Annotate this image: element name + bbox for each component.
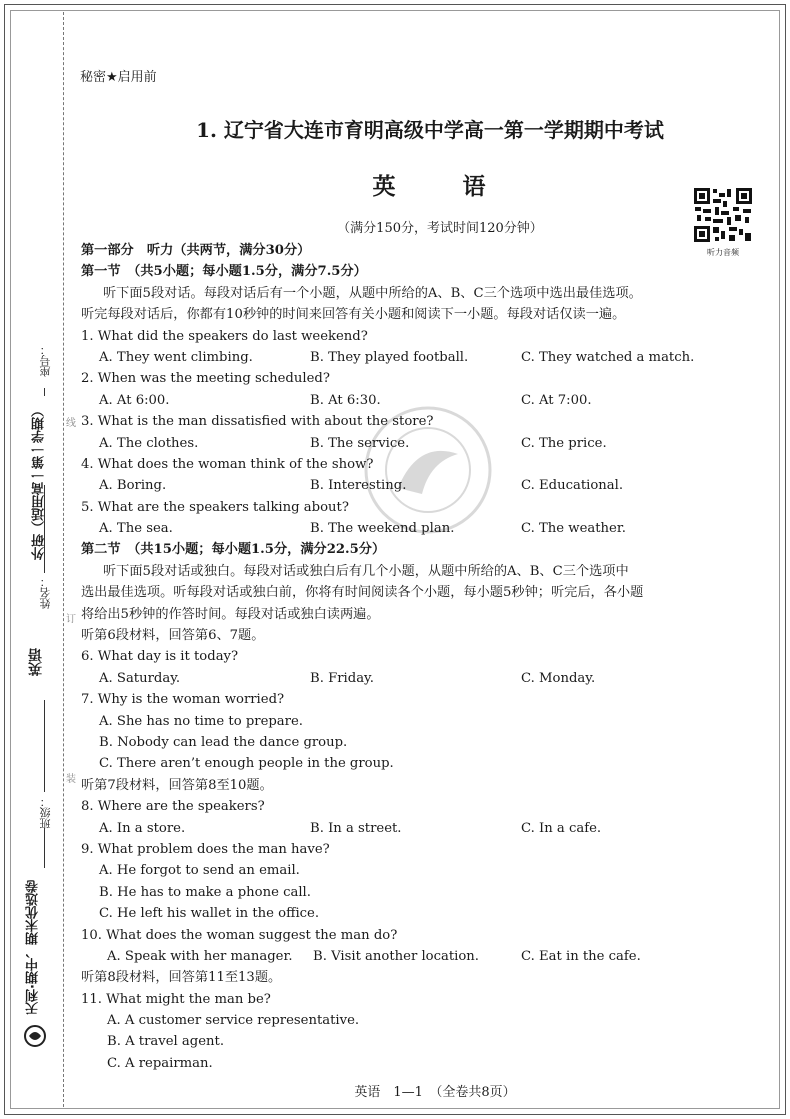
option-a: A. Saturday. (99, 670, 181, 686)
question-9 (81, 839, 781, 925)
question-3 (81, 411, 781, 454)
question-stem: 5. What are the speakers talking about? (81, 499, 349, 515)
option-b: B. Visit another location. (313, 948, 479, 964)
material-6-heading: 听第6段材料，回答第6、7题。 (81, 628, 265, 644)
seal-char-bind: 装 (66, 774, 76, 785)
question-stem: 2. When was the meeting scheduled? (81, 371, 330, 387)
question-10 (81, 925, 781, 968)
option-c: C. He left his wallet in the office. (99, 906, 320, 922)
question-2 (81, 368, 781, 411)
option-c: C. They watched a match. (521, 349, 695, 365)
question-5 (81, 497, 781, 540)
seal-char-line: 线 (66, 418, 76, 429)
option-b: B. They played football. (310, 349, 469, 365)
qr-label: 听力音频 (707, 248, 739, 257)
question-stem: 10. What does the woman suggest the man do? (81, 927, 398, 943)
question-stem: 4. What does the woman think of the show? (81, 456, 374, 472)
class-underline-2 (44, 828, 45, 868)
section2-heading: 第二节 （共15小题；每小题1.5分，满分22.5分） (81, 542, 386, 558)
option-c: C. Eat in the cafe. (521, 948, 641, 964)
option-c: C. Monday. (521, 670, 596, 686)
question-stem: 7. Why is the woman worried? (81, 692, 285, 708)
option-a: A. Speak with her manager. (107, 948, 293, 964)
section2-instruction-3: 将给出5秒钟的作答时间。每段对话或独白读两遍。 (81, 606, 380, 622)
question-stem: 3. What is the man dissatisfied with about the store? (81, 414, 434, 430)
option-b: B. At 6:30. (310, 392, 381, 408)
brand-logo-icon (23, 1024, 47, 1048)
option-c: C. A repairman. (107, 1055, 213, 1071)
question-stem: 11. What might the man be? (81, 991, 271, 1007)
option-b: B. A travel agent. (107, 1034, 225, 1050)
brand-label: 天利·期中、期末优选卷 (26, 880, 41, 1015)
question-stem: 1. What did the speakers do last weekend? (81, 328, 368, 344)
part1-heading: 第一部分 听力（共两节，满分30分） (81, 243, 311, 258)
option-c: C. The weather. (521, 521, 626, 537)
section2-instruction-2: 选出最佳选项。听每段对话或独白前，你将有时间阅读各个小题，每小题5秒钟；听完后，各小题 (81, 585, 644, 601)
option-b: B. Interesting. (310, 478, 407, 494)
name-label: 姓名： (39, 576, 52, 609)
option-a: A. Boring. (99, 478, 167, 494)
option-a: A. The sea. (99, 521, 173, 537)
subject-title: 英 语 (372, 173, 508, 200)
option-b: B. The service. (310, 435, 410, 451)
option-b: B. The weekend plan. (310, 521, 455, 537)
exam-content (81, 240, 781, 1074)
option-b: B. Nobody can lead the dance group. (99, 734, 348, 750)
question-8 (81, 796, 781, 839)
option-a: A. A customer service representative. (107, 1013, 360, 1029)
option-a: A. They went climbing. (99, 349, 253, 365)
section1-instruction-1: 听下面5段对话。每段对话后有一个小题，从题中所给的A、B、C三个选项中选出最佳选项。 (103, 285, 642, 301)
exam-title: 1. 辽宁省大连市育明高级中学高一第一学期期中考试 (196, 118, 664, 142)
name-underline (44, 485, 45, 573)
seat-label: 座号： (39, 344, 52, 377)
question-stem: 9. What problem does the man have? (81, 841, 330, 857)
subject-label: 英语 (28, 648, 44, 676)
option-b: B. Friday. (310, 670, 374, 686)
option-c: C. Educational. (521, 478, 624, 494)
option-b: B. In a street. (310, 820, 402, 836)
option-c: C. At 7:00. (521, 392, 592, 408)
material-7-heading: 听第7段材料，回答第8至10题。 (81, 777, 273, 793)
series-label: 外研（适用高一第一学期） (32, 404, 47, 560)
class-label: 班级： (39, 796, 52, 829)
question-1 (81, 326, 781, 369)
exam-info: （满分150分，考试时间120分钟） (337, 221, 543, 236)
option-c: C. There aren’t enough people in the group. (99, 756, 394, 772)
option-a: A. The clothes. (99, 435, 199, 451)
material-8-heading: 听第8段材料，回答第11至13题。 (81, 970, 282, 986)
question-stem: 8. Where are the speakers? (81, 799, 265, 815)
section1-heading: 第一节 （共5小题；每小题1.5分，满分7.5分） (81, 264, 367, 280)
class-underline (44, 700, 45, 792)
option-a: A. She has no time to prepare. (99, 713, 303, 729)
option-c: C. In a cafe. (521, 820, 602, 836)
section1-instruction-2: 听完每段对话后，你都有10秒钟的时间来回答有关小题和阅读下一小题。每段对话仅读一遍。 (81, 307, 626, 323)
section2-instruction-1: 听下面5段对话或独白。每段对话或独白后有几个小题，从题中所给的A、B、C三个选项中 (103, 563, 629, 579)
page-footer: 英语 1—1 （全卷共8页） (354, 1085, 516, 1100)
question-7 (81, 689, 781, 775)
option-a: A. In a store. (99, 820, 186, 836)
option-a: A. At 6:00. (99, 392, 170, 408)
option-a: A. He forgot to send an email. (99, 863, 300, 879)
question-stem: 6. What day is it today? (81, 649, 239, 665)
option-c: C. The price. (521, 435, 607, 451)
question-6 (81, 646, 781, 689)
qr-code-icon[interactable] (693, 187, 753, 243)
question-11 (81, 989, 781, 1075)
seal-char-order: 订 (66, 614, 76, 625)
question-4 (81, 454, 781, 497)
option-b: B. He has to make a phone call. (99, 884, 311, 900)
secret-mark: 秘密★启用前 (80, 70, 157, 85)
seat-underline (44, 388, 45, 396)
